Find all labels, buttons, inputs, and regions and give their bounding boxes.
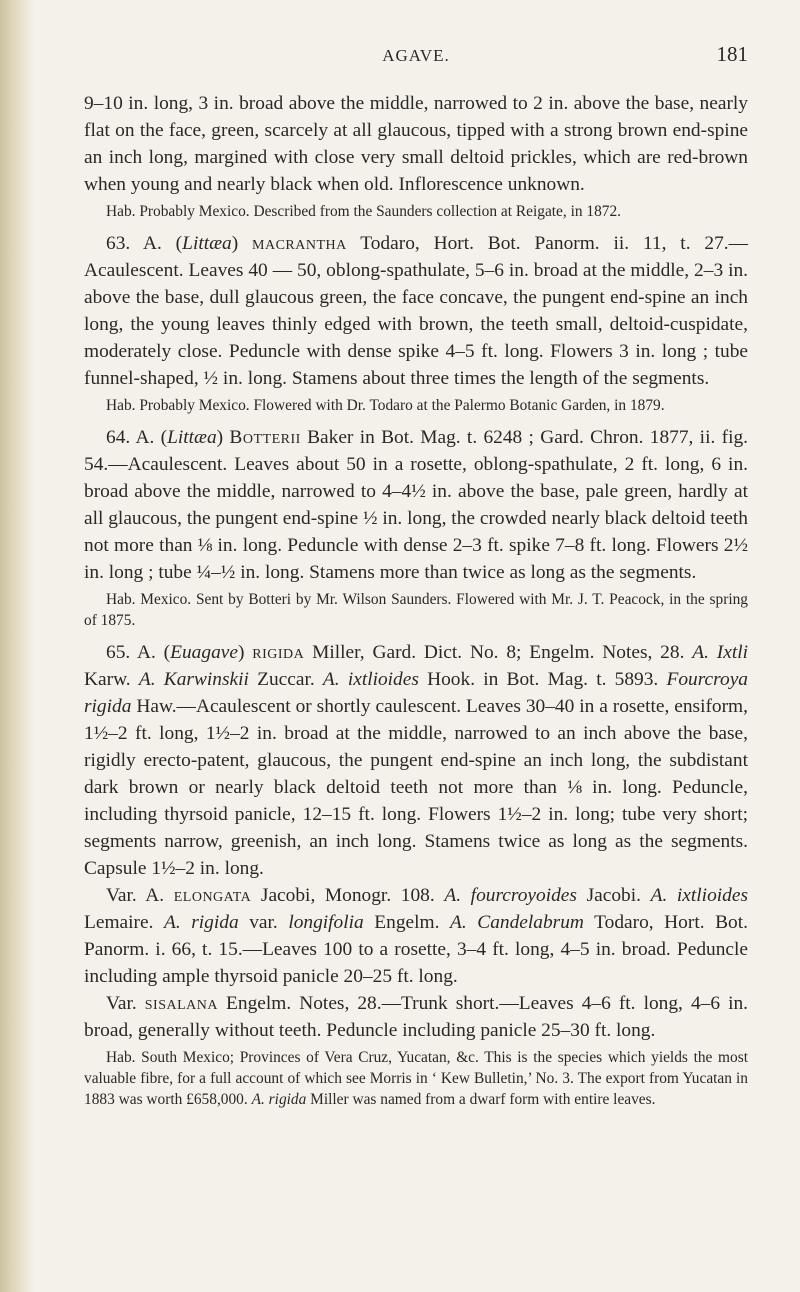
page-number: 181 — [716, 42, 748, 66]
page-header — [84, 42, 748, 70]
species-epithet: macrantha — [252, 233, 347, 254]
variety-epithet: sisalana — [144, 993, 218, 1014]
habitat-64: Hab. Mexico. Sent by Botteri by Mr. Wilson Saunders. Flowered with Mr. J. T. Peacock, in the spring of 1875. — [84, 591, 748, 629]
species-epithet: Botterii — [229, 427, 301, 448]
variety-epithet: elongata — [173, 885, 252, 906]
running-head: AGAVE. — [382, 46, 450, 65]
species-epithet: rigida — [252, 642, 305, 663]
species-64-entry: 64. A. (Littæa) Botterii Baker in Bot. Mag. t. 6248 ; Gard. Chron. 1877, ii. fig. 54.—Acaulescent. Leaves about 50 in a rosette, oblong-spathulate, 2 ft. long, 6 in. broad above the middle, narrowed to 4–4½ in. above the base, pale green, hardly at all glaucous, the pungent end-spine ½ in. long, the crowded nearly black deltoid teeth not more than ⅛ in. long. Peduncle with dense 2–3 ft. spike 7–8 ft. long. Flowers 2½ in. long ; tube ¼–½ in. long. Stamens more than twice as long as the segments. — [84, 427, 748, 583]
variety-elongata: Var. A. elongata Jacobi, Monogr. 108. A. fourcroyoides Jacobi. A. ixtlioides Lemaire. A. rigida var. longifolia Engelm. A. Candelabrum Todaro, Hort. Bot. Panorm. i. 66, t. 15.—Leaves 100 to a rosette, 3–4 ft. long, 4–5 in. broad. Peduncle including ample thyrsoid panicle 20–25 ft. long. — [84, 885, 748, 987]
habitat-62: Hab. Probably Mexico. Described from the Saunders collection at Reigate, in 1872. — [106, 203, 622, 220]
species-62-continued: 9–10 in. long, 3 in. broad above the middle, narrowed to 2 in. above the base, nearly flat on the face, green, scarcely at all glaucous, tipped with a strong brown end-spine an inch long, margined with close very small deltoid prickles, which are red-brown when young and nearly black when old. Inflorescence unknown. — [84, 93, 748, 195]
variety-sisalana: Var. sisalana Engelm. Notes, 28.—Trunk short.—Leaves 4–6 ft. long, 4–6 in. broad, generally without teeth. Peduncle including panicle 25–30 ft. long. — [84, 993, 749, 1041]
habitat-63: Hab. Probably Mexico. Flowered with Dr. Todaro at the Palermo Botanic Garden, in 1879. — [106, 397, 665, 414]
book-gutter — [0, 0, 34, 1292]
species-65-entry: 65. A. (Euagave) rigida Miller, Gard. Dict. No. 8; Engelm. Notes, 28. A. Ixtli Karw. A. Karwinskii Zuccar. A. ixtlioides Hook. in Bot. Mag. t. 5893. Fourcroya rigida Haw.—Acaulescent or shortly caulescent. Leaves 30–40 in a rosette, ensiform, 1½–2 ft. long, 1½–2 in. broad at the middle, narrowed to an inch above the base, rigidly erecto-patent, glaucous, the pungent end-spine an inch long, the subdistant dark brown or nearly black deltoid teeth not more than ⅛ in. long. Peduncle, including thyrsoid panicle, 12–15 ft. long. Flowers 1½–2 in. long; tube very short; segments narrow, greenish, an inch long. Stamens twice as long as the segments. Capsule 1½–2 in. long. — [84, 642, 748, 879]
habitat-65: Hab. South Mexico; Provinces of Vera Cruz, Yucatan, &c. This is the species which yields the most valuable fibre, for a full account of which see Morris in ‘ Kew Bulletin,’ No. 3. The export from Yucatan in 1883 was worth £658,000. A. rigida Miller was named from a dwarf form with entire leaves. — [84, 1049, 748, 1108]
page — [84, 42, 748, 1118]
species-63-entry: 63. A. (Littæa) macrantha Todaro, Hort. Bot. Panorm. ii. 11, t. 27.—Acaulescent. Leaves 40 — 50, oblong-spathulate, 5–6 in. broad at the middle, 2–3 in. above the base, dull glaucous green, the face concave, the pungent end-spine an inch long, the young leaves thinly edged with brown, the teeth small, deltoid-cuspidate, moderately close. Peduncle with dense spike 4–5 ft. long. Flowers 3 in. long ; tube funnel-shaped, ½ in. long. Stamens about three times the length of the segments. — [84, 233, 748, 389]
